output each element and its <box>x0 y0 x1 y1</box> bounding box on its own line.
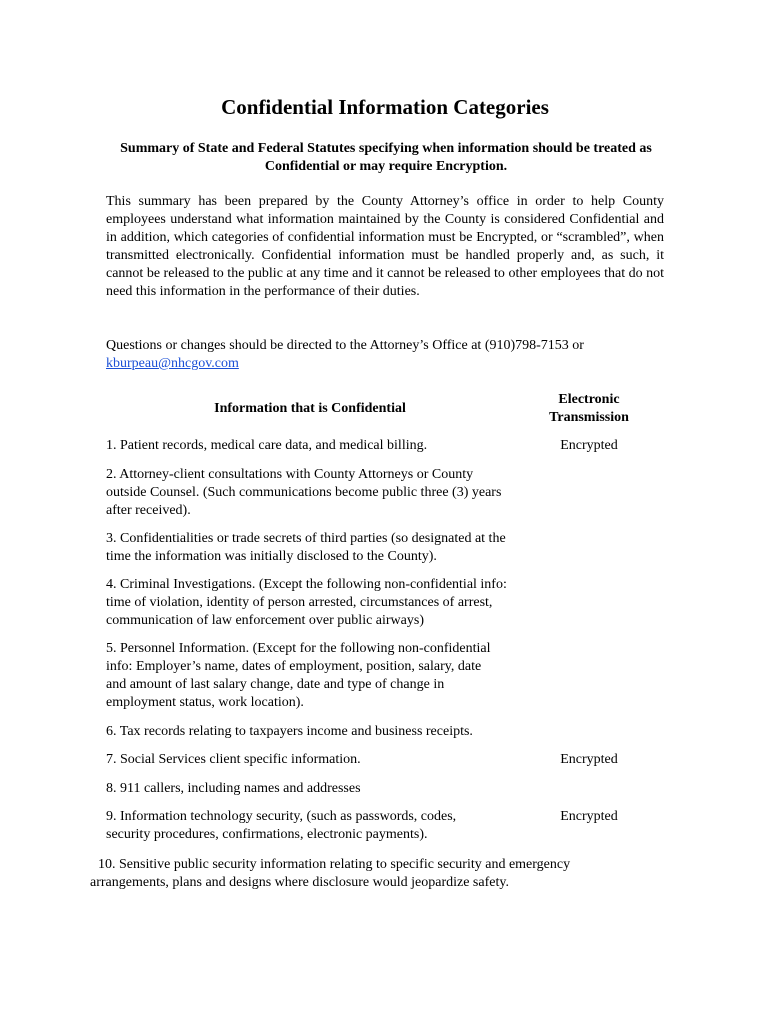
row-text: 5. Personnel Information. (Except for the following non-confidential info: Employer’s name, dates of employment, position, salary, date and amount of last salary change, date and type of change in employment status, work location). <box>106 641 491 710</box>
contact-paragraph <box>106 337 664 373</box>
row-text: 7. Social Services client specific information. <box>106 752 361 767</box>
row-text: 2. Attorney-client consultations with County Attorneys or County outside Counsel. (Such communications become public three (3) years after received). <box>106 467 502 518</box>
row-transmission: Encrypted <box>560 438 618 453</box>
row-text: 3. Confidentialities or trade secrets of third parties (so designated at the time the information was initially disclosed to the County). <box>106 531 506 564</box>
row-text: 1. Patient records, medical care data, and medical billing. <box>106 438 428 453</box>
row-text: 4. Criminal Investigations. (Except the following non-confidential info: time of violation, identity of person arrested, circumstances of arrest, communication of law enforcement over public airways) <box>106 577 507 628</box>
item-10-text: 10. Sensitive public security information relating to specific security and emergency arrangements, plans and designs where disclosure would jeopardize safety. <box>90 857 571 890</box>
row-text: 8. 911 callers, including names and addresses <box>106 781 361 796</box>
row-text: 9. Information technology security, (such as passwords, codes, security procedures, confirmations, electronic payments). <box>106 809 457 842</box>
page-title: Confidential Information Categories <box>221 95 549 119</box>
header-electronic-transmission: Electronic Transmission <box>549 392 629 425</box>
contact-text: Questions or changes should be directed to the Attorney’s Office at (910)798-7153 or <box>106 338 584 353</box>
intro-paragraph: This summary has been prepared by the County Attorney’s office in order to help County employees understand what information maintained by the County is considered Confidential and in addition, which categories of confidential information must be Encrypted, or “scrambled”, when transmitted electronically. Confidential information must be handled properly and, as such, it cannot be released to the public at any time and it cannot be released to other employees that do not need this information in the performance of their duties. <box>106 194 664 299</box>
row-transmission: Encrypted <box>560 809 618 824</box>
contact-email-link[interactable]: kburpeau@nhcgov.com <box>106 356 239 371</box>
row-text: 6. Tax records relating to taxpayers income and business receipts. <box>106 724 473 739</box>
header-information-confidential: Information that is Confidential <box>214 401 406 416</box>
page-subtitle: Summary of State and Federal Statutes specifying when information should be treated as Confidential or may require Encryption. <box>120 141 652 174</box>
row-transmission: Encrypted <box>560 752 618 767</box>
